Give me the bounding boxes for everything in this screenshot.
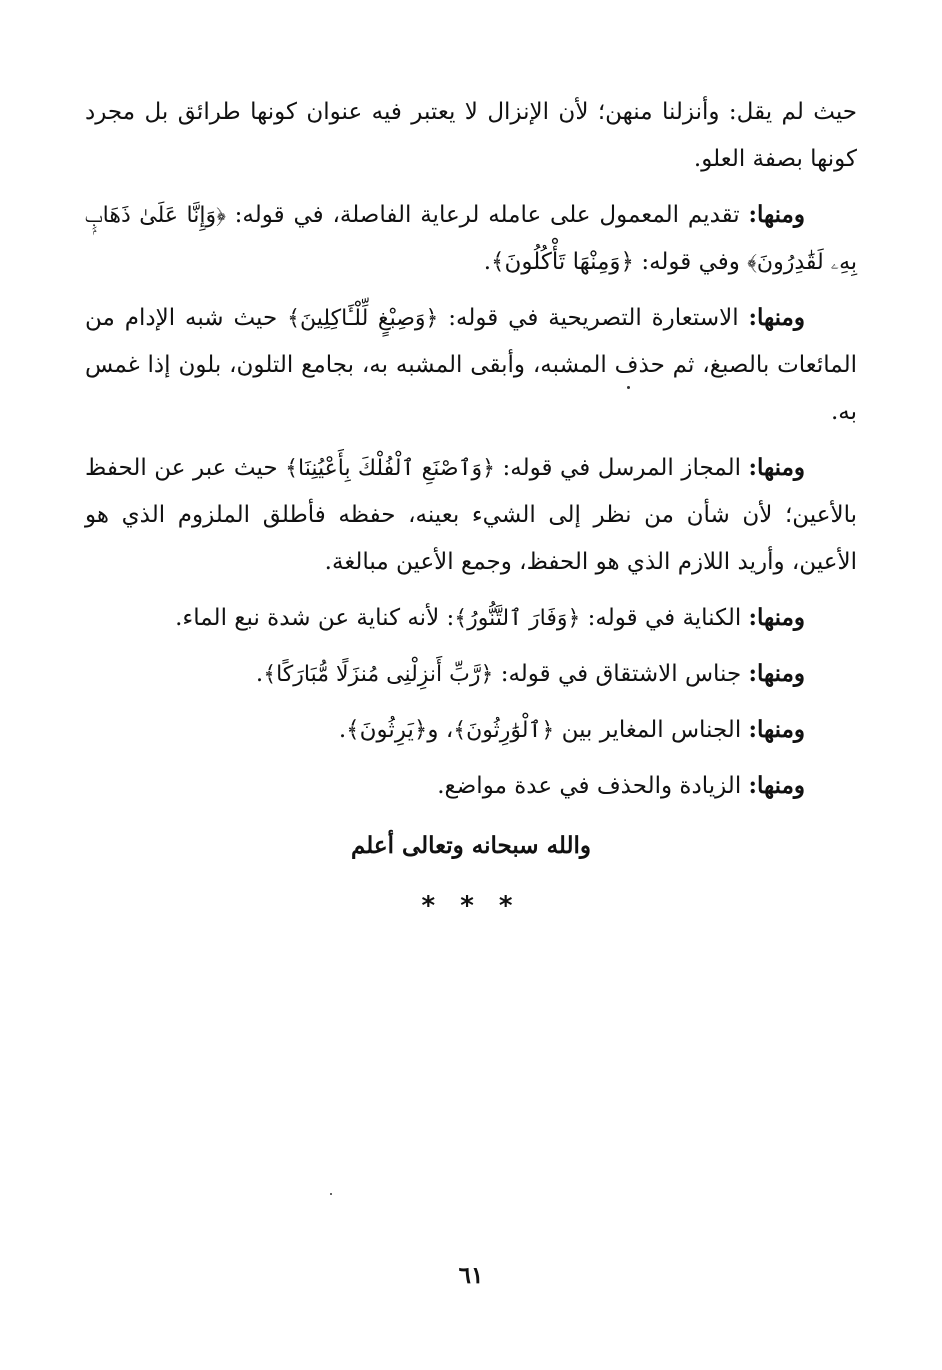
- paragraph-tail: وفي قوله: ﴿وَمِنْهَا تَأْكُلُونَ﴾.: [483, 249, 748, 275]
- page-body: [85, 88, 857, 926]
- paragraph-text: تقديم المعمول على عامله لرعاية الفاصلة، في قوله:: [225, 202, 749, 228]
- paragraph-lead: ومنها:: [748, 604, 805, 631]
- paragraph-lead: ومنها:: [748, 660, 805, 687]
- paragraph-text: الاستعارة التصريحية في قوله:: [438, 305, 749, 331]
- paragraph-tail: ، و﴿يَرِثُونَ﴾.: [338, 717, 454, 743]
- paragraph-tail: حيث عبر عن الحفظ بالأعين؛ لأن شأن من نظر إلى الشيء بعينه، حفظه فأطلق الملزوم الذي هو الأعين، وأريد اللازم الذي هو الحفظ، وجمع الأعين مبالغة.: [85, 455, 857, 575]
- quran-quote: ﴿رَّبِّ أَنزِلْنِى مُنزَلًا مُّبَارَكًا﴾: [263, 662, 494, 687]
- paragraph-tail: حيث شبه الإدام من المائعات بالصبغ، ثم حذف المشبه، وأبقى المشبه به، بجامع التلون، بلون إذا غمس به.: [85, 305, 857, 425]
- quran-quote: ﴿وَإِنَّا عَلَىٰ ذَهَابِۭ بِهِۦ لَقَٰدِرُونَ﴾: [85, 203, 857, 275]
- paragraph-intro: [85, 88, 857, 183]
- quran-quote: ﴿وَٱصْنَعِ ٱلْفُلْكَ بِأَعْيُنِنَا﴾: [285, 456, 496, 481]
- paragraph-text: جناس الاشتقاق في قوله:: [493, 661, 749, 687]
- paragraph-istiara: [85, 294, 857, 436]
- print-speck: [627, 386, 630, 389]
- paragraph-jinas-ishtiqaq: [85, 650, 857, 698]
- quran-quote: ﴿ٱلْوَٰرِثُونَ﴾: [453, 718, 555, 743]
- paragraph-lead: ومنها:: [748, 304, 805, 331]
- closing-phrase: والله سبحانه وتعالى أعلم: [350, 832, 592, 859]
- page-number: ٦١: [458, 1262, 484, 1289]
- paragraph-text: الكناية في قوله:: [580, 605, 749, 631]
- quran-quote: ﴿وَصِبْغٍ لِّلْـَٔاكِلِينَ﴾: [287, 306, 439, 331]
- paragraph-lead: ومنها:: [748, 772, 805, 799]
- paragraph-majaz: [85, 444, 857, 586]
- paragraph-lead: ومنها:: [748, 454, 805, 481]
- paragraph-text: الجناس المغاير بين: [554, 717, 749, 743]
- paragraph-lead: ومنها:: [748, 201, 805, 228]
- section-divider-stars: * * *: [421, 891, 521, 921]
- paragraph-taqdim: [85, 191, 857, 286]
- paragraph-lead: ومنها:: [748, 716, 805, 743]
- paragraph-tail: : لأنه كناية عن شدة نبع الماء.: [175, 605, 455, 631]
- paragraph-ziyada: [85, 762, 857, 810]
- paragraph-jinas-mughayir: [85, 706, 857, 754]
- quran-quote: ﴿وَفَارَ ٱلتَّنُّورُ﴾: [454, 606, 581, 631]
- paragraph-kinaya: [85, 594, 857, 642]
- paragraph-text: الزيادة والحذف في عدة مواضع.: [437, 773, 749, 799]
- paragraph-text: حيث لم يقل: وأنزلنا منهن؛ لأن الإنزال لا يعتبر فيه عنوان كونها طرائق بل مجرد كونها بصفة العلو.: [85, 99, 857, 172]
- print-speck: [330, 1193, 332, 1195]
- paragraph-text: المجاز المرسل في قوله:: [495, 455, 749, 481]
- paragraph-tail: .: [255, 661, 264, 687]
